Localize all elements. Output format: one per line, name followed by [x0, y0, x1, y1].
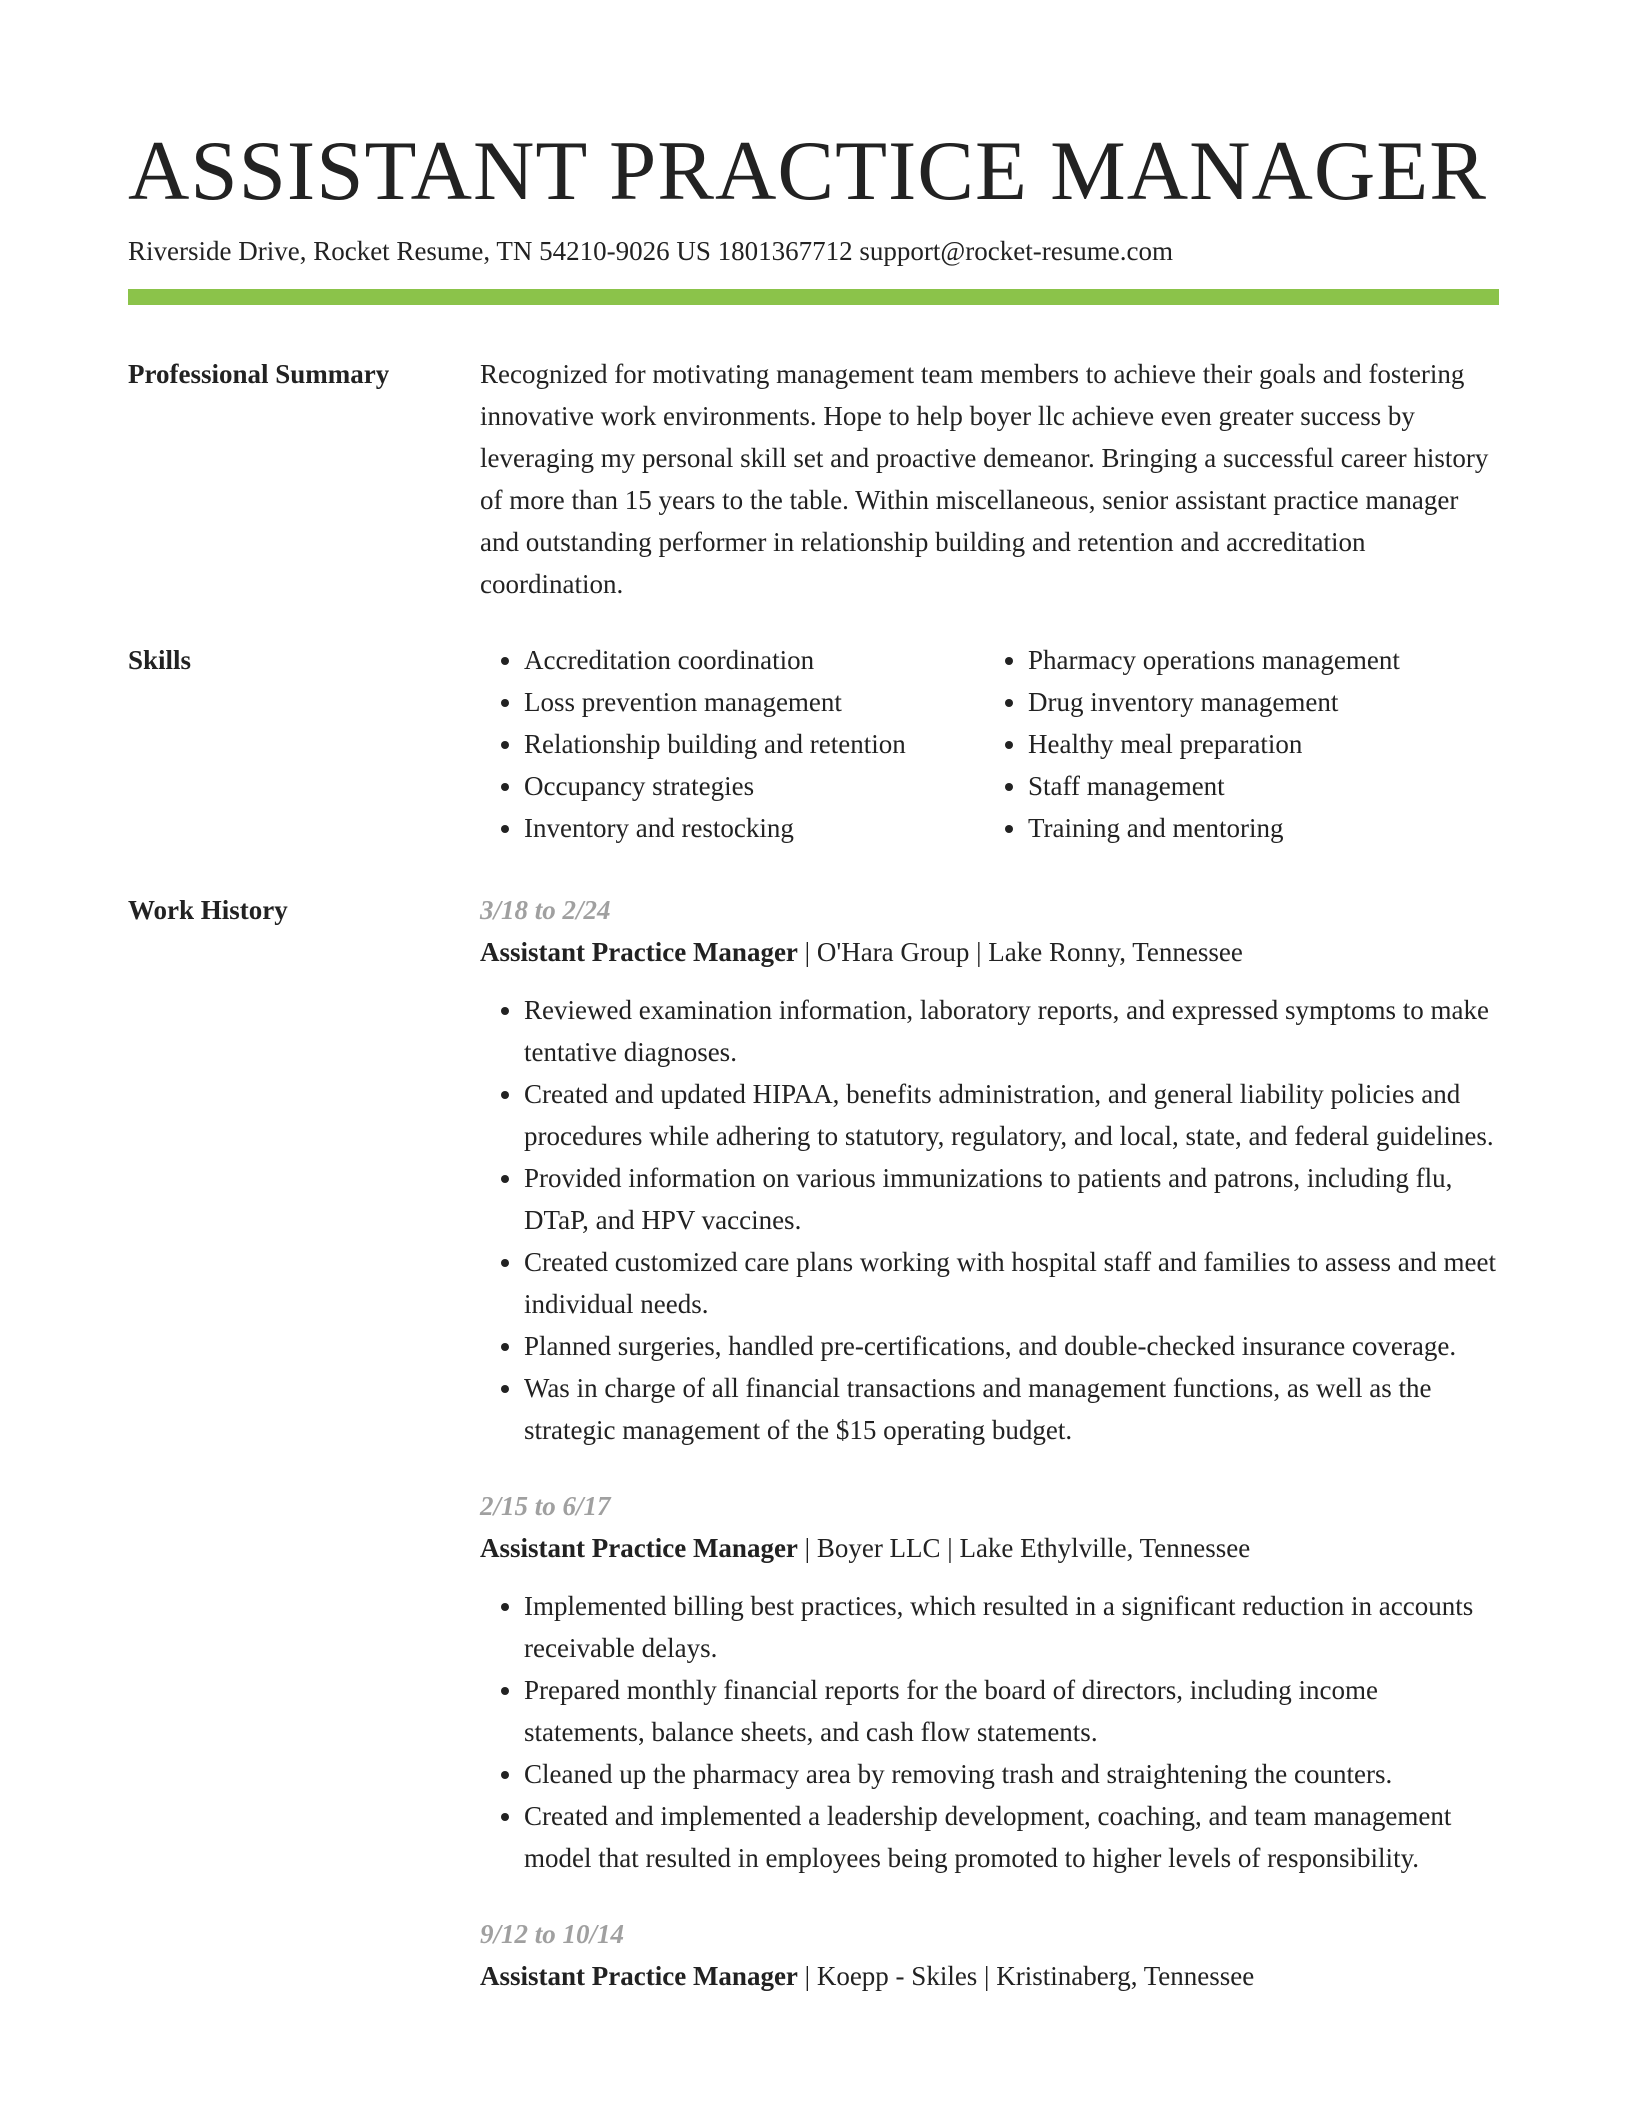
job-bullet: • Provided information on various immunizations to patients and patrons, including flu, DTaP, and HPV vaccines. — [524, 1157, 1499, 1241]
job-bullet: • Created and implemented a leadership development, coaching, and team management model that resulted in employees being promoted to higher levels of responsibility. — [524, 1795, 1499, 1879]
job-dates: 9/12 to 10/14 — [480, 1919, 625, 1949]
skills-heading: Skills — [128, 645, 192, 675]
skill-item: • Relationship building and retention — [524, 723, 984, 765]
job-entry — [480, 1913, 1499, 1997]
summary-heading: Professional Summary — [128, 359, 390, 389]
skills-list — [480, 639, 1499, 849]
skill-item: • Training and mentoring — [1028, 807, 1400, 849]
job-entry — [480, 1485, 1499, 1879]
job-bullet: • Cleaned up the pharmacy area by removing trash and straightening the counters. — [524, 1753, 1499, 1795]
job-title: Assistant Practice Manager — [480, 937, 798, 967]
skill-item: • Occupancy strategies — [524, 765, 984, 807]
job-bullet: • Reviewed examination information, laboratory reports, and expressed symptoms to make tentative diagnoses. — [524, 989, 1499, 1073]
job-title-line — [480, 1955, 1499, 1997]
work-history-heading: Work History — [128, 895, 288, 925]
skill-item: • Loss prevention management — [524, 681, 984, 723]
job-company-location: | Koepp - Skiles | Kristinaberg, Tennessee — [797, 1961, 1255, 1991]
summary-text: Recognized for motivating management team members to achieve their goals and fostering innovative work environments. Hope to help boyer llc achieve even greater success by leveraging my personal skill set and proactive demeanor. Bringing a successful career history of more than 15 years to the table. Within miscellaneous, senior assistant practice manager and outstanding performer in relationship building and retention and accreditation coordination. — [480, 359, 1489, 599]
job-entry — [480, 889, 1499, 1451]
job-title-line — [480, 931, 1499, 973]
job-title: Assistant Practice Manager — [480, 1533, 798, 1563]
skill-item: • Accreditation coordination — [524, 639, 984, 681]
job-bullet: • Created and updated HIPAA, benefits administration, and general liability policies and procedures while adhering to statutory, regulatory, and local, state, and federal guidelines. — [524, 1073, 1499, 1157]
skills-section — [128, 639, 1499, 849]
skills-column-1 — [480, 639, 984, 849]
job-bullet: • Planned surgeries, handled pre-certifications, and double-checked insurance coverage. — [524, 1325, 1499, 1367]
job-dates: 3/18 to 2/24 — [480, 895, 611, 925]
job-company-location: | Boyer LLC | Lake Ethylville, Tennessee — [797, 1533, 1251, 1563]
job-bullet: • Prepared monthly financial reports for the board of directors, including income statements, balance sheets, and cash flow statements. — [524, 1669, 1499, 1753]
job-title-line — [480, 1527, 1499, 1569]
summary-section — [128, 353, 1499, 605]
job-bullets — [480, 1585, 1499, 1879]
contact-line: Riverside Drive, Rocket Resume, TN 54210-9026 US 1801367712 support@rocket-resume.com — [128, 236, 1173, 266]
header-accent-rule — [128, 289, 1499, 305]
skill-item: • Drug inventory management — [1028, 681, 1400, 723]
skill-item: • Inventory and restocking — [524, 807, 984, 849]
job-bullet: • Implemented billing best practices, which resulted in a significant reduction in accounts receivable delays. — [524, 1585, 1499, 1669]
job-bullets — [480, 989, 1499, 1451]
job-company-location: | O'Hara Group | Lake Ronny, Tennessee — [797, 937, 1243, 967]
resume-name: ASSISTANT PRACTICE MANAGER — [128, 124, 1487, 218]
job-bullet: • Was in charge of all financial transactions and management functions, as well as the strategic management of the $15 operating budget. — [524, 1367, 1499, 1451]
job-bullet: • Created customized care plans working with hospital staff and families to assess and meet individual needs. — [524, 1241, 1499, 1325]
skill-item: • Healthy meal preparation — [1028, 723, 1400, 765]
skill-item: • Pharmacy operations management — [1028, 639, 1400, 681]
work-history-section — [128, 889, 1499, 2031]
job-title: Assistant Practice Manager — [480, 1961, 798, 1991]
skills-column-2 — [984, 639, 1400, 849]
skill-item: • Staff management — [1028, 765, 1400, 807]
job-dates: 2/15 to 6/17 — [480, 1491, 611, 1521]
